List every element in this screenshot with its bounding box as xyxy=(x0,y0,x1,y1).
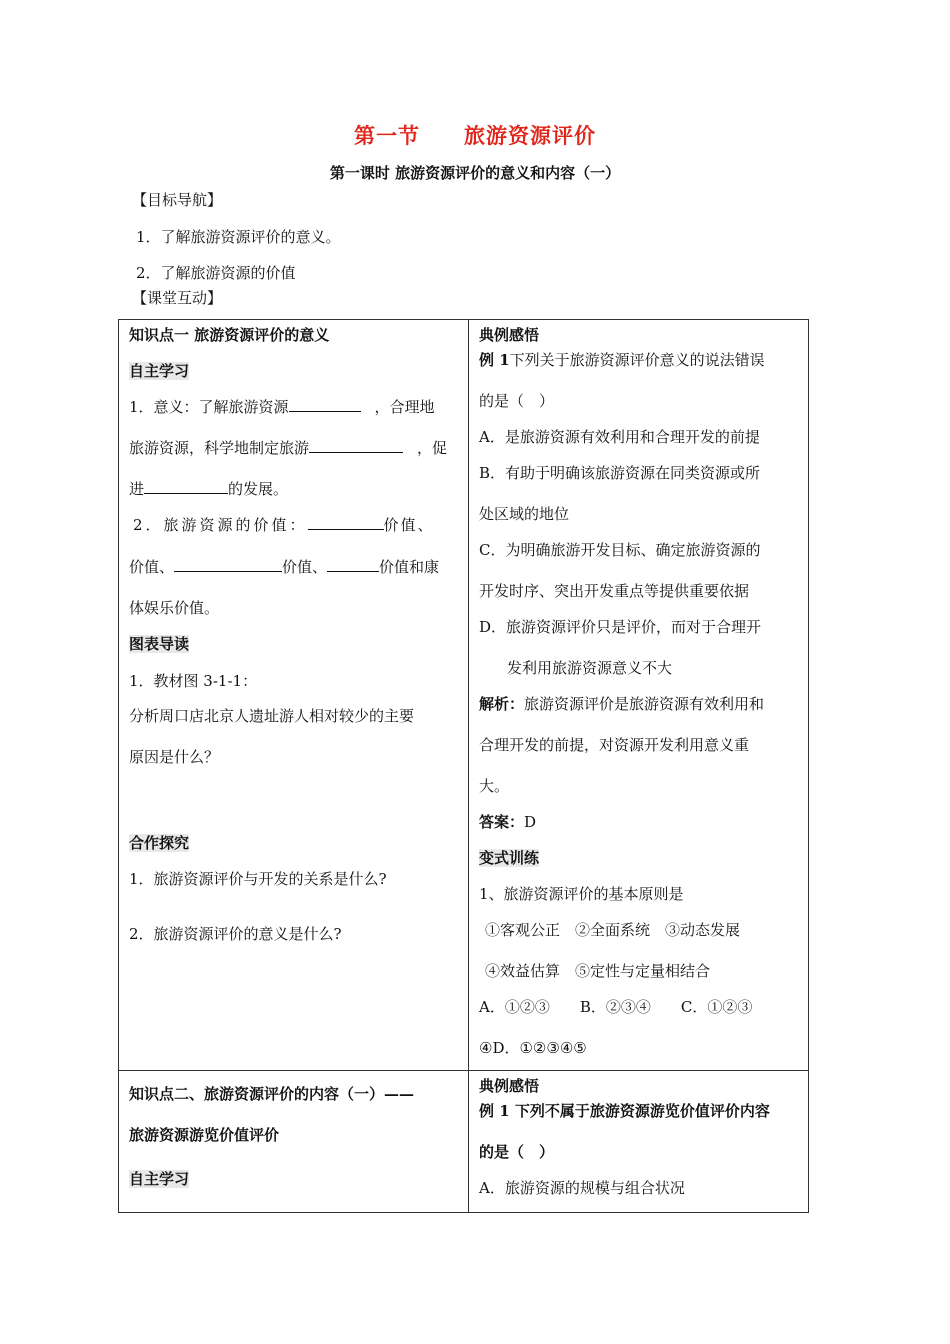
meaning-line-2: 旅游资源，科学地制定旅游 ，促 xyxy=(129,439,448,457)
example-question: 的是（ ） xyxy=(479,392,555,410)
cooperation-question: 1．旅游资源评价与开发的关系是什么? xyxy=(129,870,387,888)
option-b: 处区域的地位 xyxy=(479,505,570,523)
knowledge-point-heading: 旅游资源游览价值评价 xyxy=(129,1126,280,1144)
variant-options: ④D．①②③④⑤ xyxy=(479,1039,587,1057)
example-heading: 典例感悟 xyxy=(479,1077,540,1095)
figure-question: 1．教材图 3-1-1： xyxy=(129,672,258,690)
value-line-2: 价值、 价值、 价值和康 xyxy=(129,558,440,576)
example-question: 的是（ ） xyxy=(479,1143,555,1161)
cooperation-label: 合作探究 xyxy=(129,834,190,852)
analysis: 大。 xyxy=(479,777,510,795)
analysis: 解析：旅游资源评价是旅游资源有效利用和 xyxy=(479,695,765,713)
option-a: A．旅游资源的规模与组合状况 xyxy=(479,1179,685,1197)
self-study-label: 自主学习 xyxy=(129,362,190,380)
option-c: 开发时序、突出开发重点等提供重要依据 xyxy=(479,582,750,600)
variant-training-label: 变式训练 xyxy=(479,849,540,867)
variant-principles: ④效益估算 ⑤定性与定量相结合 xyxy=(485,962,711,980)
answer: 答案：D xyxy=(479,813,537,831)
example-question: 例 1 下列不属于旅游资源游览价值评价内容 xyxy=(479,1102,770,1120)
knowledge-point-heading: 知识点一 旅游资源评价的意义 xyxy=(129,326,330,344)
knowledge-point-2-cell xyxy=(119,1071,469,1213)
option-d: D．旅游资源评价只是评价，而对于合理开 xyxy=(479,618,762,636)
meaning-line-3: 进 的发展。 xyxy=(129,480,289,498)
page-title: 第一节 旅游资源评价 xyxy=(354,123,596,148)
example-question: 例 1下列关于旅游资源评价意义的说法错误 xyxy=(479,351,765,369)
chart-reading-label: 图表导读 xyxy=(129,635,190,653)
knowledge-point-1-cell xyxy=(119,320,469,1071)
cooperation-question: 2．旅游资源评价的意义是什么? xyxy=(129,925,342,943)
meaning-line-1: 1．意义：了解旅游资源 ，合理地 xyxy=(129,398,435,416)
study-table xyxy=(118,319,809,1213)
example-heading: 典例感悟 xyxy=(479,326,540,344)
value-line-1: 2．旅游资源的价值： 价值、 xyxy=(133,516,435,534)
example-1-cell xyxy=(469,320,809,1071)
knowledge-point-heading: 知识点二、旅游资源评价的内容（一）—— xyxy=(129,1085,415,1103)
option-d: 发利用旅游资源意义不大 xyxy=(507,659,673,677)
variant-principles: ①客观公正 ②全面系统 ③动态发展 xyxy=(485,921,741,939)
goal-item: 1．了解旅游资源评价的意义。 xyxy=(136,228,341,246)
option-a: A．是旅游资源有效利用和合理开发的前提 xyxy=(479,428,760,446)
lesson-subtitle: 第一课时 旅游资源评价的意义和内容（一） xyxy=(329,164,621,182)
figure-question: 分析周口店北京人遗址游人相对较少的主要 xyxy=(129,707,415,725)
class-interaction-header: 【课堂互动】 xyxy=(132,289,223,307)
goal-item: 2．了解旅游资源的价值 xyxy=(136,264,296,282)
option-c: C．为明确旅游开发目标、确定旅游资源的 xyxy=(479,541,761,559)
example-2-cell xyxy=(469,1071,809,1213)
variant-options: A．①②③ B．②③④ C．①②③ xyxy=(479,998,753,1016)
self-study-label: 自主学习 xyxy=(129,1170,190,1188)
analysis: 合理开发的前提，对资源开发利用意义重 xyxy=(479,736,750,754)
option-b: B．有助于明确该旅游资源在同类资源或所 xyxy=(479,464,761,482)
value-line-3: 体娱乐价值。 xyxy=(129,599,220,617)
figure-question: 原因是什么？ xyxy=(129,748,220,766)
goal-nav-header: 【目标导航】 xyxy=(132,191,223,209)
variant-question: 1、旅游资源评价的基本原则是 xyxy=(479,885,684,903)
